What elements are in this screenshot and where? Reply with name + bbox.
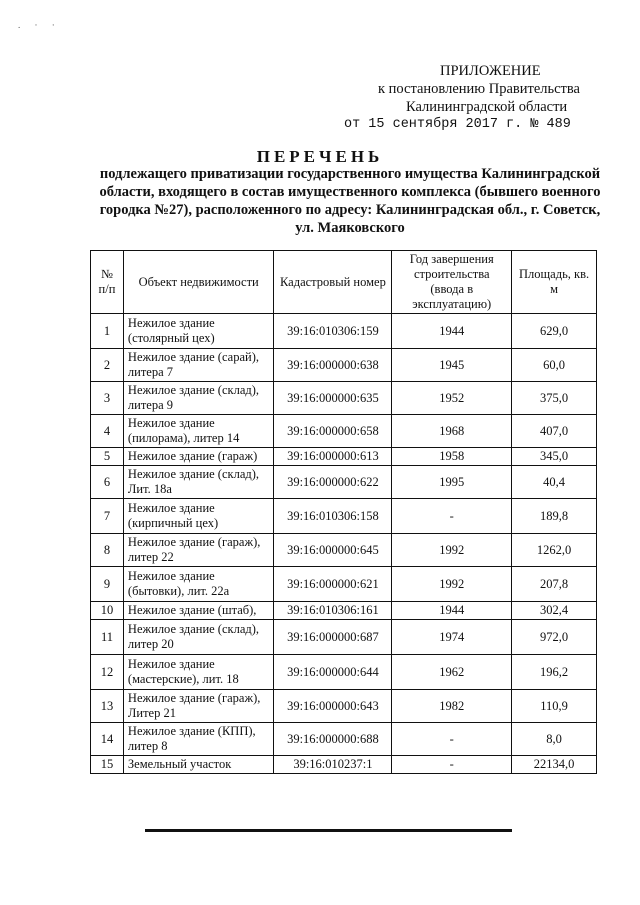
table-row bbox=[91, 349, 597, 382]
cell-object: Нежилое здание (гараж), Литер 21 bbox=[123, 690, 274, 723]
table-row bbox=[91, 499, 597, 534]
table-row bbox=[91, 690, 597, 723]
cell-year: 1944 bbox=[392, 602, 512, 620]
table-row bbox=[91, 466, 597, 499]
cell-object: Нежилое здание (штаб), bbox=[123, 602, 274, 620]
cell-object: Нежилое здание (сарай), литера 7 bbox=[123, 349, 274, 382]
cell-number: 7 bbox=[91, 499, 124, 534]
cell-number: 3 bbox=[91, 382, 124, 415]
cell-year: 1944 bbox=[392, 314, 512, 349]
document-subtitle: подлежащего приватизации государственного имущества Калининградской области, входящего в состав имущественного комплекса (бывшего военного городка №27), расположенного по адресу: Калининградская обл., г. Советск, ул. Маяковского bbox=[99, 166, 601, 236]
cell-cadastral: 39:16:010306:161 bbox=[274, 602, 392, 620]
cell-cadastral: 39:16:010306:158 bbox=[274, 499, 392, 534]
cell-object: Нежилое здание (склад), Лит. 18а bbox=[123, 466, 274, 499]
cell-area: 40,4 bbox=[512, 466, 597, 499]
cell-cadastral: 39:16:000000:622 bbox=[274, 466, 392, 499]
cell-area: 60,0 bbox=[512, 349, 597, 382]
cell-object: Нежилое здание (пилорама), литер 14 bbox=[123, 415, 274, 448]
cell-year: - bbox=[392, 723, 512, 756]
col-header-object: Объект недвижимости bbox=[123, 251, 274, 314]
cell-object: Нежилое здание (гараж), литер 22 bbox=[123, 534, 274, 567]
cell-area: 407,0 bbox=[512, 415, 597, 448]
cell-object: Нежилое здание (КПП), литер 8 bbox=[123, 723, 274, 756]
cell-object: Нежилое здание (склад), литера 9 bbox=[123, 382, 274, 415]
cell-year: - bbox=[392, 756, 512, 774]
appendix-line-region: Калининградской области bbox=[406, 99, 568, 115]
cell-area: 110,9 bbox=[512, 690, 597, 723]
cell-number: 2 bbox=[91, 349, 124, 382]
table-row bbox=[91, 723, 597, 756]
cell-year: 1968 bbox=[392, 415, 512, 448]
cell-area: 302,4 bbox=[512, 602, 597, 620]
cell-area: 345,0 bbox=[512, 448, 597, 466]
cell-area: 1262,0 bbox=[512, 534, 597, 567]
cell-area: 207,8 bbox=[512, 567, 597, 602]
cell-number: 9 bbox=[91, 567, 124, 602]
appendix-line-date: от 15 сентября 2017 г. № 489 bbox=[344, 117, 571, 132]
table-row bbox=[91, 602, 597, 620]
cell-year: 1962 bbox=[392, 655, 512, 690]
table-row bbox=[91, 756, 597, 774]
cell-area: 22134,0 bbox=[512, 756, 597, 774]
appendix-line-decree: к постановлению Правительства bbox=[378, 81, 580, 97]
cell-year: 1974 bbox=[392, 620, 512, 655]
cell-cadastral: 39:16:000000:658 bbox=[274, 415, 392, 448]
cell-number: 13 bbox=[91, 690, 124, 723]
cell-cadastral: 39:16:000000:613 bbox=[274, 448, 392, 466]
cell-year: - bbox=[392, 499, 512, 534]
cell-number: 5 bbox=[91, 448, 124, 466]
table-row bbox=[91, 567, 597, 602]
cell-cadastral: 39:16:000000:644 bbox=[274, 655, 392, 690]
cell-cadastral: 39:16:000000:687 bbox=[274, 620, 392, 655]
cell-number: 14 bbox=[91, 723, 124, 756]
cell-area: 189,8 bbox=[512, 499, 597, 534]
cell-number: 6 bbox=[91, 466, 124, 499]
cell-year: 1992 bbox=[392, 567, 512, 602]
cell-cadastral: 39:16:000000:688 bbox=[274, 723, 392, 756]
cell-object: Нежилое здание (склад), литер 20 bbox=[123, 620, 274, 655]
cell-year: 1992 bbox=[392, 534, 512, 567]
appendix-title: ПРИЛОЖЕНИЕ bbox=[440, 63, 541, 79]
cell-cadastral: 39:16:000000:638 bbox=[274, 349, 392, 382]
cell-year: 1995 bbox=[392, 466, 512, 499]
cell-area: 8,0 bbox=[512, 723, 597, 756]
cell-object: Нежилое здание (кирпичный цех) bbox=[123, 499, 274, 534]
col-header-year: Год завершения строительства (ввода в эксплуатацию) bbox=[392, 251, 512, 314]
cell-object: Земельный участок bbox=[123, 756, 274, 774]
cell-number: 12 bbox=[91, 655, 124, 690]
scan-specks: . · · bbox=[18, 20, 61, 30]
cell-object: Нежилое здание (гараж) bbox=[123, 448, 274, 466]
cell-number: 8 bbox=[91, 534, 124, 567]
cell-number: 4 bbox=[91, 415, 124, 448]
col-header-number: № п/п bbox=[91, 251, 124, 314]
cell-year: 1982 bbox=[392, 690, 512, 723]
cell-object: Нежилое здание (мастерские), лит. 18 bbox=[123, 655, 274, 690]
cell-number: 1 bbox=[91, 314, 124, 349]
table-row bbox=[91, 448, 597, 466]
table-row bbox=[91, 415, 597, 448]
table-row bbox=[91, 620, 597, 655]
cell-object: Нежилое здание (столярный цех) bbox=[123, 314, 274, 349]
signature-line bbox=[145, 829, 512, 832]
col-header-cadastral: Кадастровый номер bbox=[274, 251, 392, 314]
table-header-row bbox=[91, 251, 597, 314]
document-title: ПЕРЕЧЕНЬ bbox=[256, 147, 384, 166]
col-header-area: Площадь, кв. м bbox=[512, 251, 597, 314]
table-row bbox=[91, 534, 597, 567]
cell-cadastral: 39:16:000000:621 bbox=[274, 567, 392, 602]
table-row bbox=[91, 382, 597, 415]
cell-cadastral: 39:16:010306:159 bbox=[274, 314, 392, 349]
cell-number: 11 bbox=[91, 620, 124, 655]
cell-area: 629,0 bbox=[512, 314, 597, 349]
cell-cadastral: 39:16:010237:1 bbox=[274, 756, 392, 774]
table-row bbox=[91, 655, 597, 690]
cell-cadastral: 39:16:000000:635 bbox=[274, 382, 392, 415]
cell-cadastral: 39:16:000000:645 bbox=[274, 534, 392, 567]
cell-area: 375,0 bbox=[512, 382, 597, 415]
cell-year: 1958 bbox=[392, 448, 512, 466]
cell-cadastral: 39:16:000000:643 bbox=[274, 690, 392, 723]
cell-year: 1945 bbox=[392, 349, 512, 382]
cell-year: 1952 bbox=[392, 382, 512, 415]
cell-area: 972,0 bbox=[512, 620, 597, 655]
cell-area: 196,2 bbox=[512, 655, 597, 690]
property-table bbox=[90, 250, 597, 774]
cell-number: 10 bbox=[91, 602, 124, 620]
cell-number: 15 bbox=[91, 756, 124, 774]
table-row bbox=[91, 314, 597, 349]
cell-object: Нежилое здание (бытовки), лит. 22а bbox=[123, 567, 274, 602]
